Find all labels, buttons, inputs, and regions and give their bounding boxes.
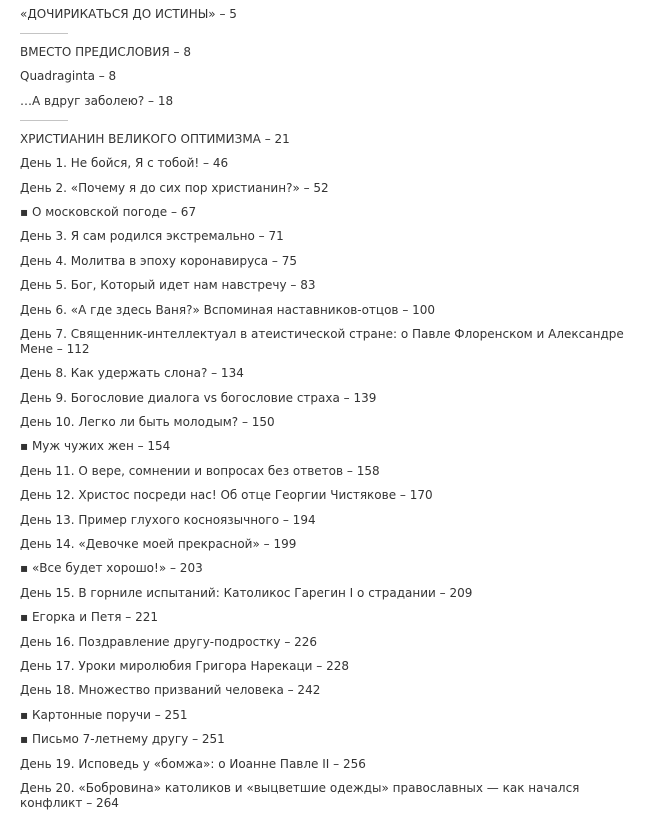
toc-entry: День 10. Легко ли быть молодым? – 150 — [20, 415, 275, 430]
toc-entry: День 17. Уроки миролюбия Григора Нарекаци – 228 — [20, 658, 349, 673]
toc-entry: День 4. Молитва в эпоху коронавируса – 75 — [20, 253, 298, 268]
toc-entry: ▪ Егорка и Петя – 221 — [20, 610, 158, 625]
toc-entry: ▪ Муж чужих жен – 154 — [20, 439, 171, 454]
toc-entry: День 20. «Бобровина» католиков и «выцветшие одежды» православных — как начался конфликт – 264 — [20, 780, 580, 810]
toc-entry: День 2. «Почему я до сих пор христианин?» – 52 — [20, 180, 329, 195]
toc-entry: День 13. Пример глухого косноязычного – 194 — [20, 512, 316, 527]
toc-entry: День 19. Исповедь у «бомжа»: о Иоанне Павле II – 256 — [20, 756, 366, 771]
toc-entry: День 6. «А где здесь Ваня?» Вспоминая наставников-отцов – 100 — [20, 302, 436, 317]
toc-entry: День 9. Богословие диалога vs богословие страха – 139 — [20, 390, 377, 405]
toc-entry: ХРИСТИАНИН ВЕЛИКОГО ОПТИМИЗМА – 21 — [20, 131, 290, 146]
toc-entry: ВМЕСТО ПРЕДИСЛОВИЯ – 8 — [20, 45, 191, 59]
toc-entry: День 18. Множество призваний человека – 242 — [20, 683, 321, 698]
toc-entry: …А вдруг заболею? – 18 — [20, 93, 174, 108]
toc-entry: ▪ О московской погоде – 67 — [20, 204, 197, 219]
toc-entry: ▪ «Все будет хорошо!» – 203 — [20, 561, 203, 576]
toc-entry: День 5. Бог, Который идет нам навстречу – 83 — [20, 278, 316, 293]
toc-entry: День 7. Священник-интеллектуал в атеистической стране: о Павле Флоренском и Александре Мене – 112 — [20, 326, 624, 356]
toc-entry: День 11. О вере, сомнении и вопросах без ответов – 158 — [20, 463, 380, 478]
toc-entry: Quadraginta – 8 — [20, 69, 117, 84]
section-divider — [20, 33, 68, 34]
toc-entry: День 14. «Девочке моей прекрасной» – 199 — [20, 537, 297, 552]
toc-entry: День 8. Как удержать слона? – 134 — [20, 366, 244, 381]
toc-entry: ▪ Письмо 7-летнему другу – 251 — [20, 732, 225, 747]
toc-entry: ▪ Картонные поручи – 251 — [20, 707, 188, 722]
toc-entry: День 12. Христос посреди нас! Об отце Георгии Чистякове – 170 — [20, 488, 433, 503]
toc-entry: День 3. Я сам родился экстремально – 71 — [20, 229, 284, 244]
toc-entry: День 15. В горниле испытаний: Католикос Гарегин I о страдании – 209 — [20, 585, 473, 600]
toc-entry: День 16. Поздравление другу-подростку – 226 — [20, 634, 318, 649]
section-divider — [20, 120, 68, 121]
toc-entry: День 1. Не бойся, Я с тобой! – 46 — [20, 156, 229, 171]
toc-entry: «ДОЧИРИКАТЬСЯ ДО ИСТИНЫ» – 5 — [20, 7, 237, 21]
